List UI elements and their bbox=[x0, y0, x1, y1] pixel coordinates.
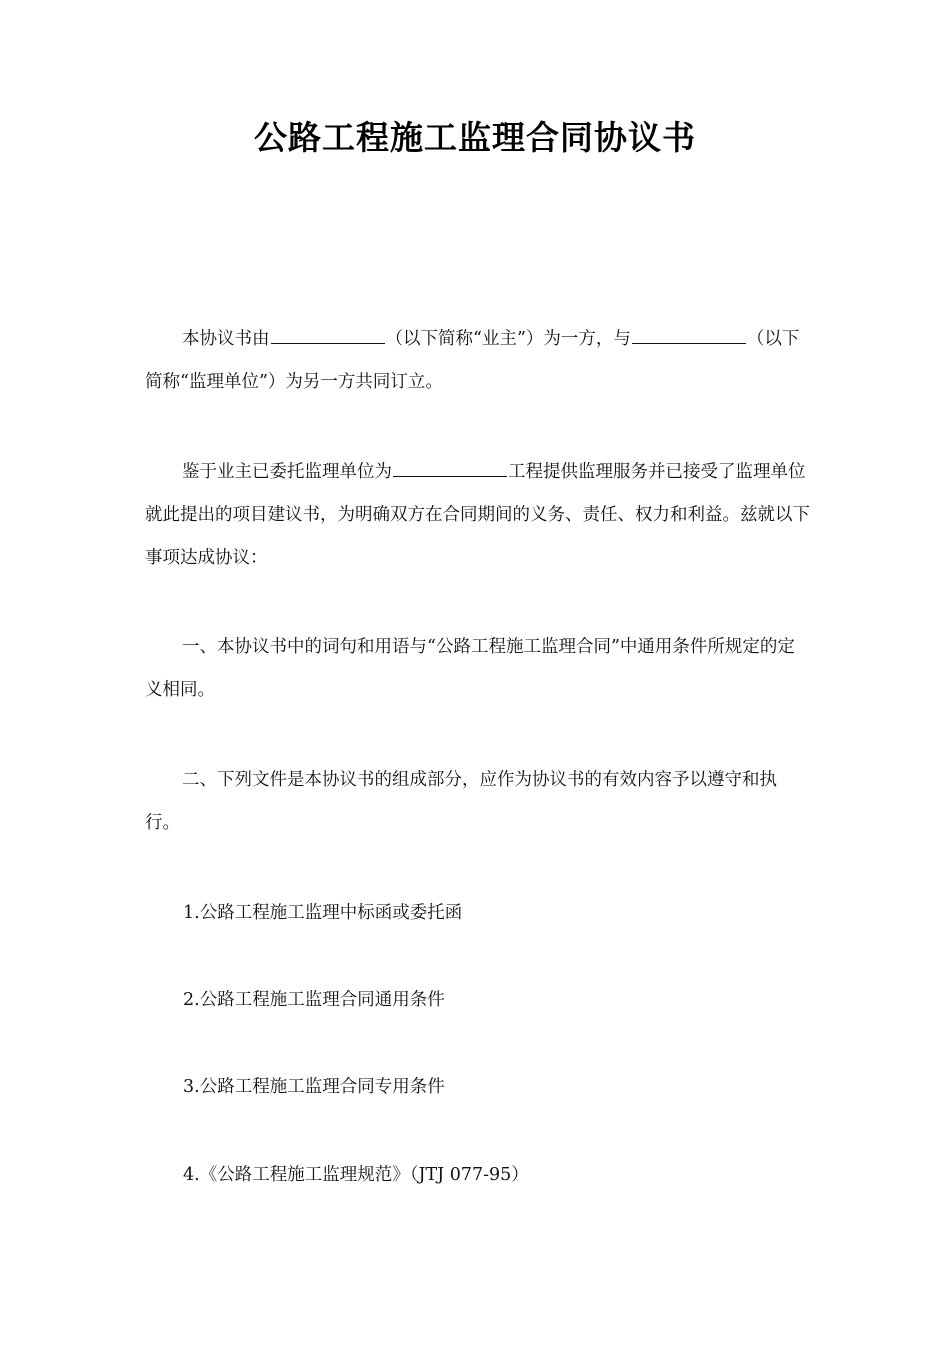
clause-2: 二、下列文件是本协议书的组成部分，应作为协议书的有效内容予以遵守和执行。 bbox=[145, 770, 777, 833]
whereas-paragraph bbox=[145, 451, 810, 580]
document-item-1: 1.公路工程施工监理中标函或委托函 bbox=[183, 903, 463, 923]
document-item-3: 3.公路工程施工监理合同专用条件 bbox=[183, 1077, 445, 1097]
supervisor-name-blank bbox=[632, 325, 746, 344]
whereas-text-2: 工程提供监理服务并已接受了监理单位就此提出的项目建议书，为明确双方在合同期间的义务、责任、权力和利益。兹就以下事项达成协议： bbox=[145, 462, 810, 568]
intro-paragraph bbox=[145, 318, 810, 404]
whereas-text-1: 鉴于业主已委托监理单位为 bbox=[182, 462, 392, 482]
owner-name-blank bbox=[271, 325, 385, 344]
document-item-2: 2.公路工程施工监理合同通用条件 bbox=[183, 990, 445, 1010]
document-title: 公路工程施工监理合同协议书 bbox=[254, 118, 696, 157]
document-item-4: 4.《公路工程施工监理规范》（JTJ 077-95） bbox=[183, 1165, 529, 1185]
intro-text-3: （以下简称“监理单位”）为另一方共同订立。 bbox=[145, 329, 800, 392]
intro-text-2: （以下简称“业主”）为一方，与 bbox=[385, 329, 631, 349]
project-name-blank bbox=[393, 458, 507, 477]
intro-text-1: 本协议书由 bbox=[182, 329, 270, 349]
clause-1: 一、本协议书中的词句和用语与“公路工程施工监理合同”中通用条件所规定的定义相同。 bbox=[145, 637, 795, 700]
